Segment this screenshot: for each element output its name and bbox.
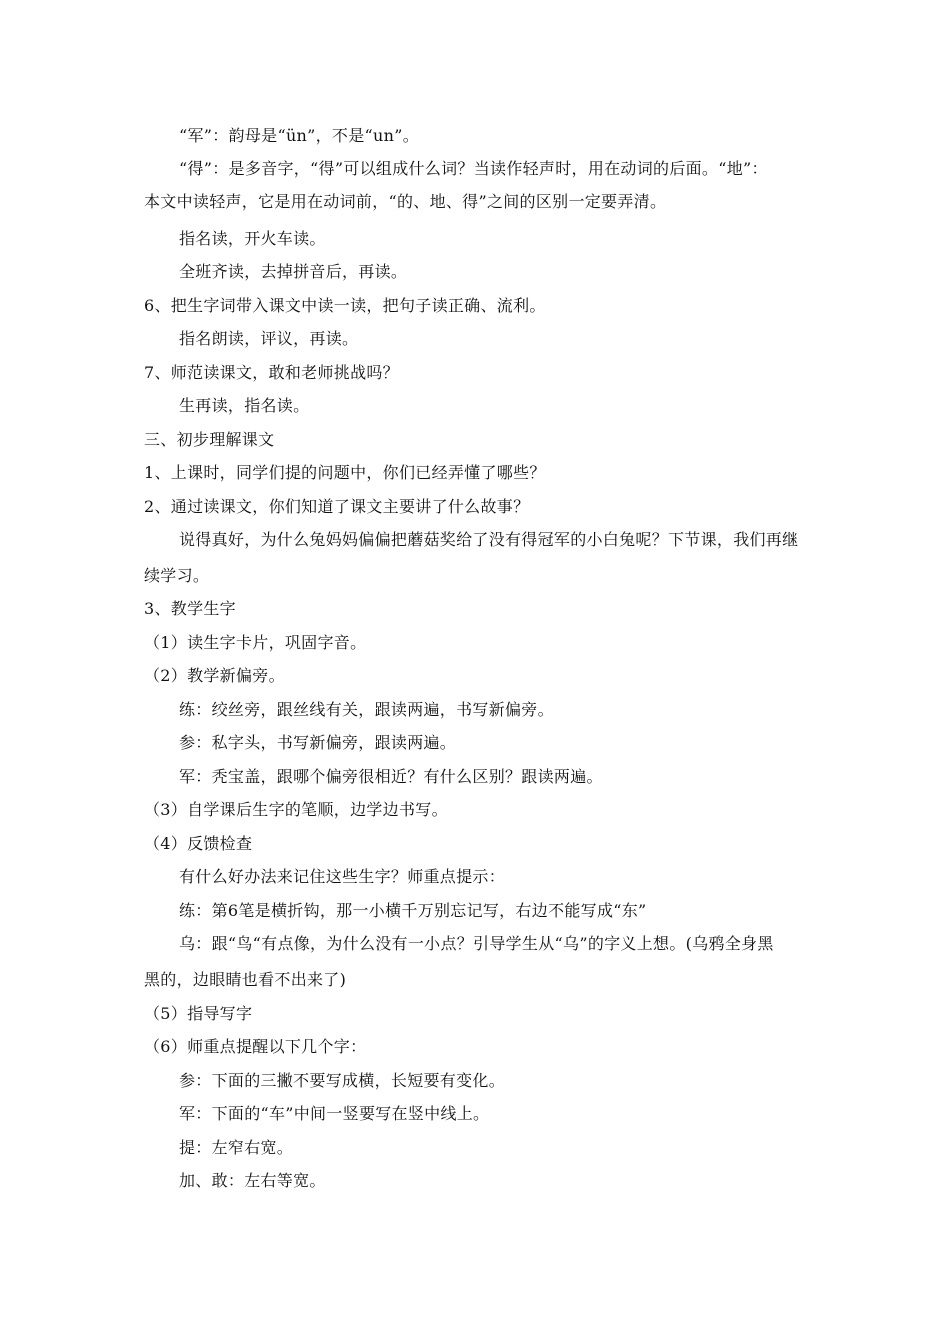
text-line: 练：第6笔是横折钩，那一小横千万别忘记写，右边不能写成“东” <box>179 901 647 920</box>
text-line: 参：下面的三撇不要写成横，长短要有变化。 <box>179 1071 506 1090</box>
text-line: （6）师重点提醒以下几个字： <box>144 1037 367 1056</box>
text-line: （3）自学课后生字的笔顺，边学边书写。 <box>144 800 448 819</box>
text-line: “军”：韵母是“ün”，不是“un”。 <box>179 126 419 145</box>
text-line: 说得真好，为什么兔妈妈偏偏把蘑菇奖给了没有得冠军的小白兔呢？下节课，我们再继 <box>179 530 799 549</box>
text-line: 6、把生字词带入课文中读一读，把句子读正确、流利。 <box>144 296 546 315</box>
text-line: （1）读生字卡片，巩固字音。 <box>144 633 367 652</box>
text-line: 指名读，开火车读。 <box>179 229 326 248</box>
text-line: 军：秃宝盖，跟哪个偏旁很相近？有什么区别？跟读两遍。 <box>179 767 603 786</box>
text-line: （2）教学新偏旁。 <box>144 666 285 685</box>
text-line: 指名朗读，评议，再读。 <box>179 329 359 348</box>
text-line: （5）指导写字 <box>144 1004 253 1023</box>
text-line: （4）反馈检查 <box>144 834 253 853</box>
section-heading: 三、初步理解课文 <box>144 430 275 449</box>
text-line: 1、上课时，同学们提的问题中，你们已经弄懂了哪些？ <box>144 463 546 482</box>
text-line: 参：私字头，书写新偏旁，跟读两遍。 <box>179 733 457 752</box>
text-line: 提：左窄右宽。 <box>179 1138 294 1157</box>
text-line: 生再读，指名读。 <box>179 396 310 415</box>
text-line: 全班齐读，去掉拼音后，再读。 <box>179 262 408 281</box>
text-line: 加、敢：左右等宽。 <box>179 1171 326 1190</box>
text-line: 乌：跟“鸟“有点像，为什么没有一小点？引导学生从“乌”的字义上想。(乌鸦全身黑 <box>179 934 774 953</box>
text-line: 本文中读轻声，它是用在动词前，“的、地、得”之间的区别一定要弄清。 <box>144 192 667 211</box>
text-line: 军：下面的“车”中间一竖要写在竖中线上。 <box>179 1104 490 1123</box>
text-line: 有什么好办法来记住这些生字？师重点提示： <box>179 867 506 886</box>
text-line: 2、通过读课文，你们知道了课文主要讲了什么故事？ <box>144 497 530 516</box>
text-line: 3、教学生字 <box>144 599 236 618</box>
text-line: “得”：是多音字，“得”可以组成什么词？当读作轻声时，用在动词的后面。“地”： <box>179 159 768 178</box>
text-line: 练：绞丝旁，跟丝线有关，跟读两遍，书写新偏旁。 <box>179 700 554 719</box>
text-line: 黑的，边眼睛也看不出来了) <box>144 970 347 989</box>
text-line: 续学习。 <box>144 566 210 585</box>
text-line: 7、师范读课文，敢和老师挑战吗？ <box>144 363 399 382</box>
